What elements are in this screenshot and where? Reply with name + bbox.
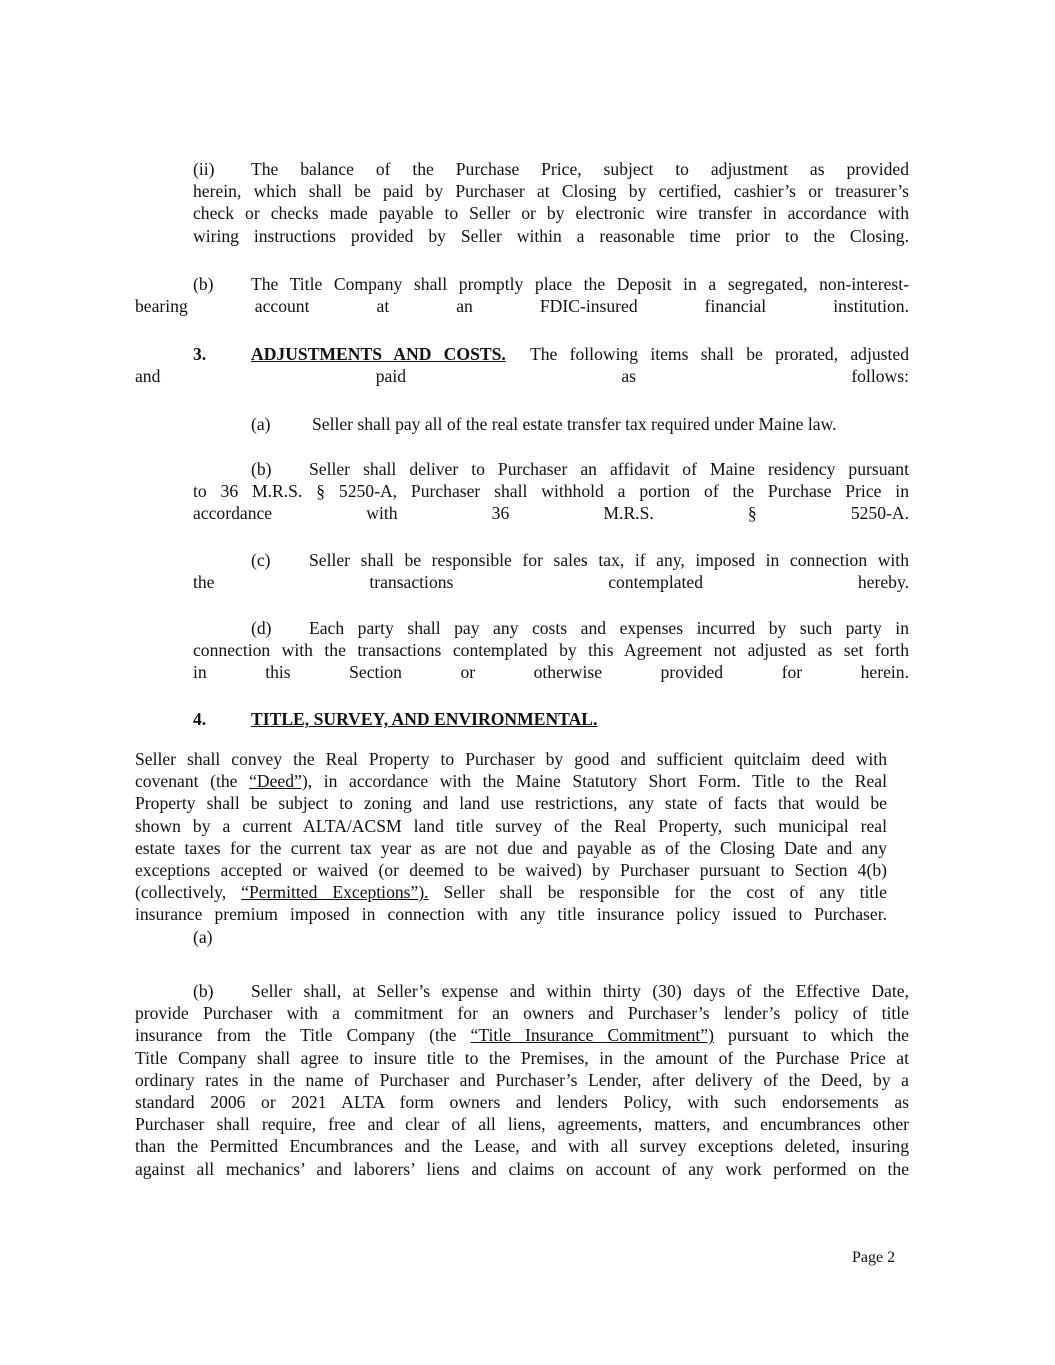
item-line: connection with the transactions contemplated by this Agreement not adjusted as set forth bbox=[193, 640, 909, 661]
item-line: against all mechanics’ and laborers’ liens and claims on account of any work performed on the bbox=[135, 1158, 909, 1179]
body-line: insurance premium imposed in connection with any title insurance policy issued to Purchaser. bbox=[135, 904, 887, 925]
item-line: in this Section or otherwise provided for herein. bbox=[193, 662, 909, 683]
item-line: Seller shall be responsible for sales tax, if any, imposed in connection with bbox=[309, 550, 909, 570]
para-2b-line: The Title Company shall promptly place the Deposit in a segregated, non-interest- bbox=[251, 274, 909, 294]
para-ii-line: wiring instructions provided by Seller within a reasonable time prior to the Closing. bbox=[193, 225, 909, 246]
para-2b-label: (b) bbox=[193, 274, 214, 294]
section-4-body bbox=[135, 748, 887, 948]
para-2b bbox=[135, 273, 909, 317]
page-number: Page 2 bbox=[852, 1249, 896, 1266]
body-line: Seller shall convey the Real Property to Purchaser by good and sufficient quitclaim deed with bbox=[135, 749, 887, 769]
item-line: than the Permitted Encumbrances and the Lease, and with all survey exceptions deleted, insuring bbox=[135, 1136, 909, 1157]
item-line: standard 2006 or 2021 ALTA form owners and lenders Policy, with such endorsements as bbox=[135, 1092, 909, 1113]
body-text: covenant (the bbox=[135, 771, 250, 792]
para-ii-line: check or checks made payable to Seller or by electronic wire transfer in accordance with bbox=[193, 203, 909, 224]
section-3-intro bbox=[135, 343, 909, 387]
body-text: Seller shall be responsible for the cost of any title bbox=[428, 882, 887, 903]
body-line: Property shall be subject to zoning and land use restrictions, any state of facts that would be bbox=[135, 793, 887, 814]
item-line: Seller shall pay all of the real estate transfer tax required under Maine law. bbox=[312, 414, 837, 434]
body-line: estate taxes for the current tax year as are not due and payable as of the Closing Date and any bbox=[135, 837, 887, 858]
item-label: (a) bbox=[251, 414, 271, 434]
para-ii-line: The balance of the Purchase Price, subject to adjustment as provided bbox=[251, 159, 909, 179]
item-line: provide Purchaser with a commitment for an owners and Purchaser’s lender’s policy of title bbox=[135, 1003, 909, 1024]
section-4-item-a-label: (a) bbox=[193, 926, 213, 947]
defined-term-title-commitment: “Title Insurance Commitment”) bbox=[470, 1025, 714, 1046]
defined-term-permitted-exceptions: “Permitted Exceptions”). bbox=[241, 882, 429, 903]
defined-term-deed: “Deed”), bbox=[249, 771, 313, 792]
section-3-item-c bbox=[193, 549, 909, 593]
section-4-heading: TITLE, SURVEY, AND ENVIRONMENTAL. bbox=[251, 709, 598, 729]
item-line: Seller shall deliver to Purchaser an affidavit of Maine residency pursuant bbox=[309, 459, 909, 479]
para-ii bbox=[193, 158, 909, 247]
section-3-intro-text: The following items shall be prorated, adjusted bbox=[530, 344, 909, 364]
item-text: insurance from the Title Company (the bbox=[135, 1025, 471, 1046]
section-4-heading-row bbox=[193, 708, 909, 730]
item-label: (d) bbox=[251, 618, 272, 638]
section-3-item-d bbox=[193, 617, 909, 684]
item-line: ordinary rates in the name of Purchaser and Purchaser’s Lender, after delivery of the Deed, by a bbox=[135, 1069, 909, 1090]
body-line: shown by a current ALTA/ACSM land title survey of the Real Property, such municipal real bbox=[135, 815, 887, 836]
item-line: accordance with 36 M.R.S. § 5250-A. bbox=[193, 503, 909, 524]
section-4-number: 4. bbox=[193, 709, 207, 729]
item-label: (b) bbox=[251, 459, 272, 479]
para-ii-label: (ii) bbox=[193, 159, 215, 179]
section-3-item-a bbox=[251, 413, 911, 435]
body-text: in accordance with the Maine Statutory Short Form. Title to the Real bbox=[312, 771, 887, 792]
section-4-item-b bbox=[135, 980, 909, 1180]
item-line: the transactions contemplated hereby. bbox=[193, 572, 909, 593]
section-3-heading: ADJUSTMENTS AND COSTS. bbox=[251, 344, 506, 364]
item-text: pursuant to which the bbox=[713, 1025, 909, 1046]
para-ii-line: herein, which shall be paid by Purchaser at Closing by certified, cashier’s or treasurer’s bbox=[193, 181, 909, 202]
item-label: (b) bbox=[193, 981, 214, 1001]
section-3-number: 3. bbox=[193, 344, 207, 364]
item-line: Seller shall, at Seller’s expense and within thirty (30) days of the Effective Date, bbox=[251, 981, 909, 1001]
body-line: exceptions accepted or waived (or deemed to be waived) by Purchaser pursuant to Section 4(b) bbox=[135, 860, 887, 881]
item-line: to 36 M.R.S. § 5250-A, Purchaser shall withhold a portion of the Purchase Price in bbox=[193, 481, 909, 502]
item-line: Purchaser shall require, free and clear of all liens, agreements, matters, and encumbrances other bbox=[135, 1114, 909, 1135]
body-text: (collectively, bbox=[135, 882, 242, 903]
section-3-item-b bbox=[193, 458, 909, 525]
para-2b-line: bearing account at an FDIC-insured financial institution. bbox=[135, 296, 909, 317]
item-line: Title Company shall agree to insure title to the Premises, in the amount of the Purchase Price at bbox=[135, 1047, 909, 1068]
item-label: (c) bbox=[251, 550, 271, 570]
item-line: Each party shall pay any costs and expenses incurred by such party in bbox=[309, 618, 909, 638]
section-3-intro-text: and paid as follows: bbox=[135, 366, 909, 387]
